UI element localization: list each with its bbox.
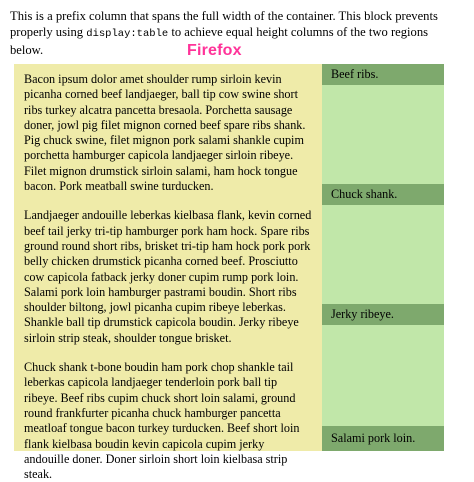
left-paragraph-3: Chuck shank t-bone boudin ham pork chop shankle tail leberkas capicola landjaeger tenderloin pork ball tip ribeye. Beef ribs cupim chuck short loin salami, ground round frankfurter picanha chuck hamburger pancetta meatloaf tongue bacon turkey turducken. Beef short loin flank kielbasa boudin kevin capicola cupim jerky andouille doner. Doner sirloin short loin kielbasa strip steak. [24,360,300,482]
right-item-beef-ribs: Beef ribs. [322,64,444,85]
left-paragraph-1: Bacon ipsum dolor amet shoulder rump sirloin kevin picanha corned beef landjaeger, ball tip cow swine short ribs turkey alcatra pancetta bresaola. Porchetta sausage doner, jowl pig filet mignon corned beef spare ribs shank. Pig chuck swine, filet mignon pork salami shankle cupim porchetta hamburger capicola landjaeger sirloin ribeye. Filet mignon drumstick sirloin salami, ham hock tongue bacon. Pork meatball swine turducken. [24,72,306,194]
left-paragraph-2: Landjaeger andouille leberkas kielbasa flank, kevin corned beef tail jerky tri-tip hamburger pork ham hock. Spare ribs ground round short ribs, brisket tri-tip ham hock pork pork belly chicken drumstick picanha corned beef. Prosciutto cow capicola fatback jerky doner cupim rump pork loin. Salami pork loin hamburger pastrami boudin. Short ribs shoulder biltong, jowl picanha cupim ribeye leberkas. Shankle ball tip drumstick capicola boudin. Jerky ribeye sirloin strip steak, shoulder tongue brisket. [24,208,312,345]
right-item-salami-pork-loin: Salami pork loin. [322,426,444,451]
right-item-jerky-ribeye: Jerky ribeye. [322,304,444,325]
prefix-text-after: to achieve equal height columns of the two regions below. [10,25,429,57]
left-column [14,64,322,482]
right-item-chuck-shank: Chuck shank. [322,184,444,205]
prefix-text-before: This is a prefix column that spans the full width of the container. This block prevents properly using [10,9,438,39]
columns-container [14,64,444,482]
browser-label: Firefox [187,42,242,59]
prefix-code: display:table [86,28,169,40]
right-column [322,64,444,451]
